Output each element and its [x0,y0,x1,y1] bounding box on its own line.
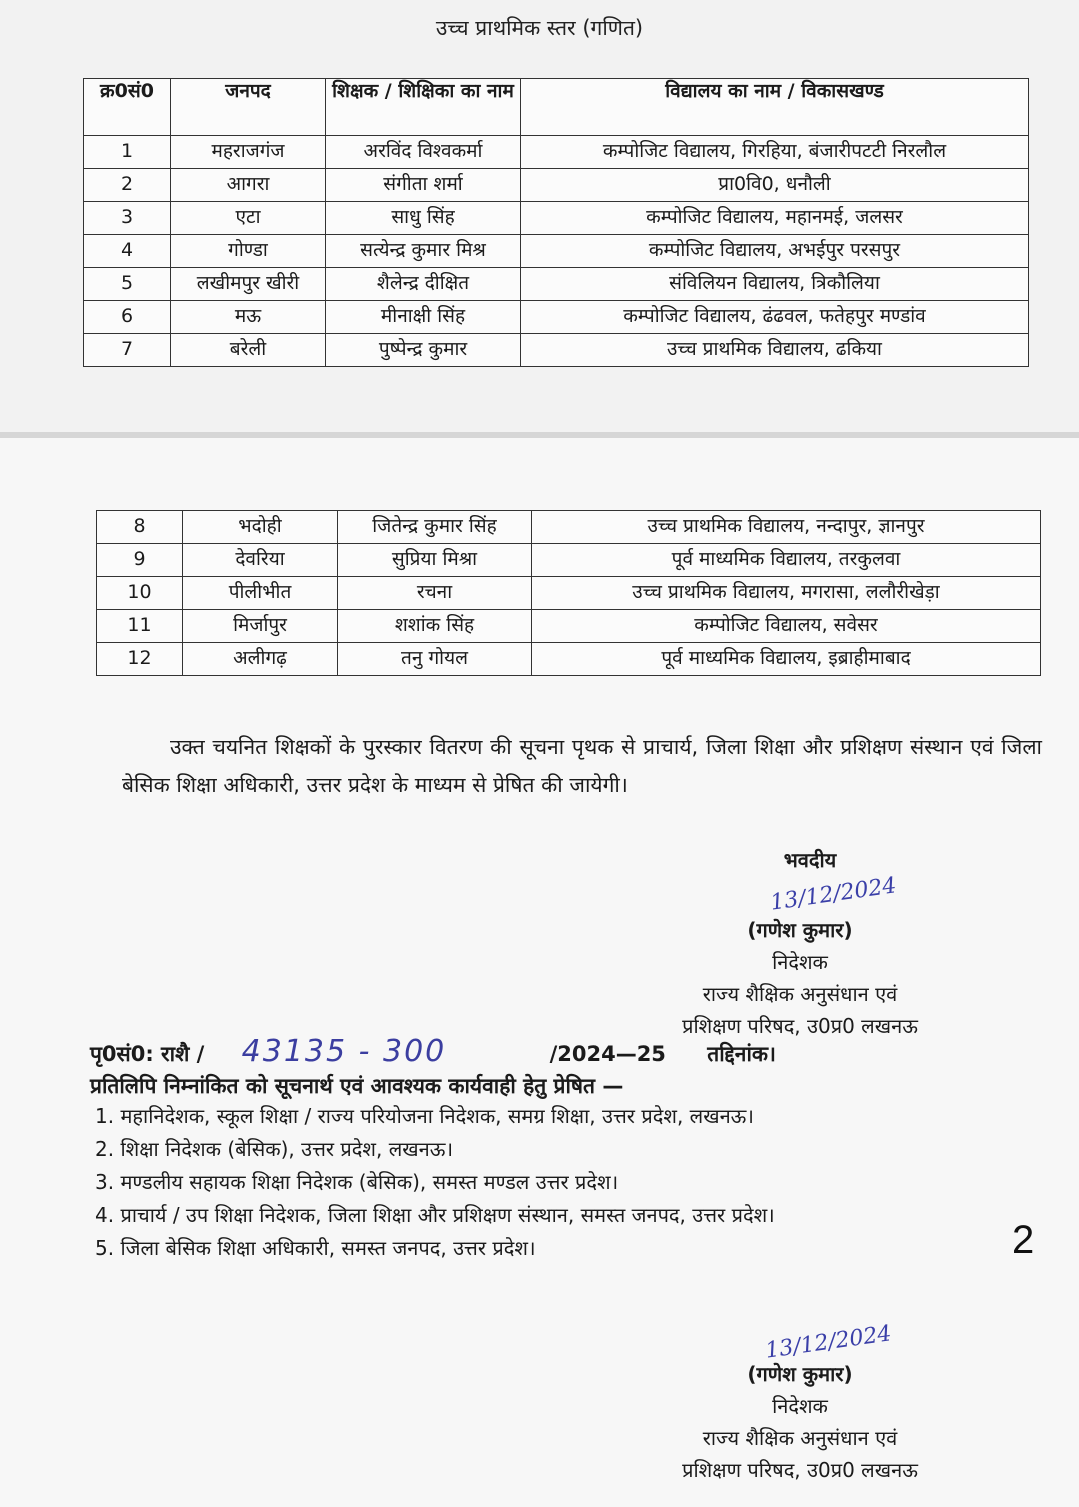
signatory-name: (गणेश कुमार) [747,918,853,942]
cell-district: गोण्डा [171,235,326,268]
header-school: विद्यालय का नाम / विकासखण्ड [521,79,1029,136]
cell-school: पूर्व माध्यमिक विद्यालय, इब्राहीमाबाद [532,643,1041,676]
cell-teacher: अरविंद विश्वकर्मा [326,136,521,169]
reference-date: तद्दिनांक। [707,1042,776,1066]
signatory-org-line1: राज्य शैक्षिक अनुसंधान एवं [702,1426,898,1450]
cell-district: महराजगंज [171,136,326,169]
cell-district: अलीगढ़ [183,643,338,676]
cell-serial: 5 [84,268,171,301]
cell-serial: 7 [84,334,171,367]
cell-teacher: शशांक सिंह [338,610,532,643]
table-header-row [84,79,1029,136]
cell-teacher: तनु गोयल [338,643,532,676]
cell-teacher: जितेन्द्र कुमार सिंह [338,511,532,544]
copy-heading: प्रतिलिपि निम्नांकित को सूचनार्थ एवं आवश्यक कार्यवाही हेतु प्रेषित — [90,1074,624,1098]
signatory-2 [640,1358,960,1486]
signature-block-1 [700,844,920,876]
signatory-name: (गणेश कुमार) [747,1362,853,1386]
table-body-bottom [97,511,1041,676]
cell-serial: 10 [97,577,183,610]
cell-teacher: सत्येन्द्र कुमार मिश्र [326,235,521,268]
signatory-org-line2: प्रशिक्षण परिषद, उ0प्र0 लखनऊ [682,1458,918,1482]
cell-school: प्रा0वि0, धनौली [521,169,1029,202]
awardees-table-bottom [96,510,1041,676]
notice-paragraph: उक्त चयनित शिक्षकों के पुरस्कार वितरण की सूचना पृथक से प्राचार्य, जिला शिक्षा और प्रशिक्षण संस्थान एवं जिला बेसिक शिक्षा अधिकारी, उत्तर प्रदेश के माध्यम से प्रेषित की जायेगी। [122,735,1042,797]
cell-school: संविलियन विद्यालय, त्रिकौलिया [521,268,1029,301]
table-row [84,235,1029,268]
cell-district: लखीमपुर खीरी [171,268,326,301]
awardees-table-top [83,78,1029,367]
cell-district: मिर्जापुर [183,610,338,643]
reference-number: 43135 - 300 [241,1034,447,1069]
table-row [97,643,1041,676]
cell-serial: 4 [84,235,171,268]
list-item: 4. प्राचार्य / उप शिक्षा निदेशक, जिला शिक्षा और प्रशिक्षण संस्थान, समस्त जनपद, उत्तर प्रदेश। [95,1203,775,1227]
cell-serial: 1 [84,136,171,169]
header-district: जनपद [171,79,326,136]
reference-year: /2024—25 [549,1042,666,1066]
signatory-designation: निदेशक [772,950,828,974]
table-row [84,268,1029,301]
table-row [84,202,1029,235]
table-row [84,169,1029,202]
cell-school: कम्पोजिट विद्यालय, अभईपुर परसपुर [521,235,1029,268]
signatory-1 [650,914,950,1042]
cell-teacher: साधु सिंह [326,202,521,235]
copy-recipient-list [95,1100,775,1265]
cell-district: बरेली [171,334,326,367]
cell-school: कम्पोजिट विद्यालय, सवेसर [532,610,1041,643]
cell-district: एटा [171,202,326,235]
cell-district: भदोही [183,511,338,544]
list-item: 1. महानिदेशक, स्कूल शिक्षा / राज्य परियोजना निदेशक, समग्र शिक्षा, उत्तर प्रदेश, लखनऊ। [95,1104,754,1128]
table-row [97,610,1041,643]
closing-text: भवदीय [783,848,837,872]
cell-district: पीलीभीत [183,577,338,610]
cell-teacher: शैलेन्द्र दीक्षित [326,268,521,301]
cell-serial: 2 [84,169,171,202]
list-item: 2. शिक्षा निदेशक (बेसिक), उत्तर प्रदेश, लखनऊ। [95,1137,454,1161]
reference-prefix: पृ0सं0: राशै / [90,1042,205,1066]
cell-serial: 6 [84,301,171,334]
cell-school: कम्पोजिट विद्यालय, ढंढवल, फतेहपुर मण्डांव [521,301,1029,334]
cell-school: उच्च प्राथमिक विद्यालय, ढकिया [521,334,1029,367]
cell-serial: 8 [97,511,183,544]
cell-teacher: रचना [338,577,532,610]
cell-school: कम्पोजिट विद्यालय, महानमई, जलसर [521,202,1029,235]
cell-district: आगरा [171,169,326,202]
cell-serial: 9 [97,544,183,577]
cell-teacher: पुष्पेन्द्र कुमार [326,334,521,367]
cell-serial: 11 [97,610,183,643]
list-item: 5. जिला बेसिक शिक्षा अधिकारी, समस्त जनपद, उत्तर प्रदेश। [95,1236,536,1260]
cell-serial: 12 [97,643,183,676]
cell-teacher: संगीता शर्मा [326,169,521,202]
signatory-org-line1: राज्य शैक्षिक अनुसंधान एवं [702,982,898,1006]
table-row [84,136,1029,169]
cell-teacher: मीनाक्षी सिंह [326,301,521,334]
table-row [84,334,1029,367]
header-serial: क्र0सं0 [84,79,171,136]
header-teacher: शिक्षक / शिक्षिका का नाम [326,79,521,136]
list-item: 3. मण्डलीय सहायक शिक्षा निदेशक (बेसिक), समस्त मण्डल उत्तर प्रदेश। [95,1170,619,1194]
table-row [97,544,1041,577]
cell-district: मऊ [171,301,326,334]
table-row [97,511,1041,544]
cell-school: कम्पोजिट विद्यालय, गिरहिया, बंजारीपटटी निरलौल [521,136,1029,169]
cell-serial: 3 [84,202,171,235]
cell-school: पूर्व माध्यमिक विद्यालय, तरकुलवा [532,544,1041,577]
page-number: 2 [1012,1218,1035,1262]
cell-district: देवरिया [183,544,338,577]
reference-line [90,1034,1050,1069]
signatory-designation: निदेशक [772,1394,828,1418]
cell-school: उच्च प्राथमिक विद्यालय, मगरासा, ललौरीखेड़ा [532,577,1041,610]
table-row [84,301,1029,334]
table-row [97,577,1041,610]
handwritten-signature-2: 13/12/2024 [763,1321,893,1364]
table-body-top [84,136,1029,367]
cell-school: उच्च प्राथमिक विद्यालय, नन्दापुर, ज्ञानपुर [532,511,1041,544]
document-title: उच्च प्राथमिक स्तर (गणित) [435,16,644,40]
handwritten-signature-1: 13/12/2024 [768,873,898,916]
signatory-org-line2: प्रशिक्षण परिषद, उ0प्र0 लखनऊ [682,1014,918,1038]
cell-teacher: सुप्रिया मिश्रा [338,544,532,577]
